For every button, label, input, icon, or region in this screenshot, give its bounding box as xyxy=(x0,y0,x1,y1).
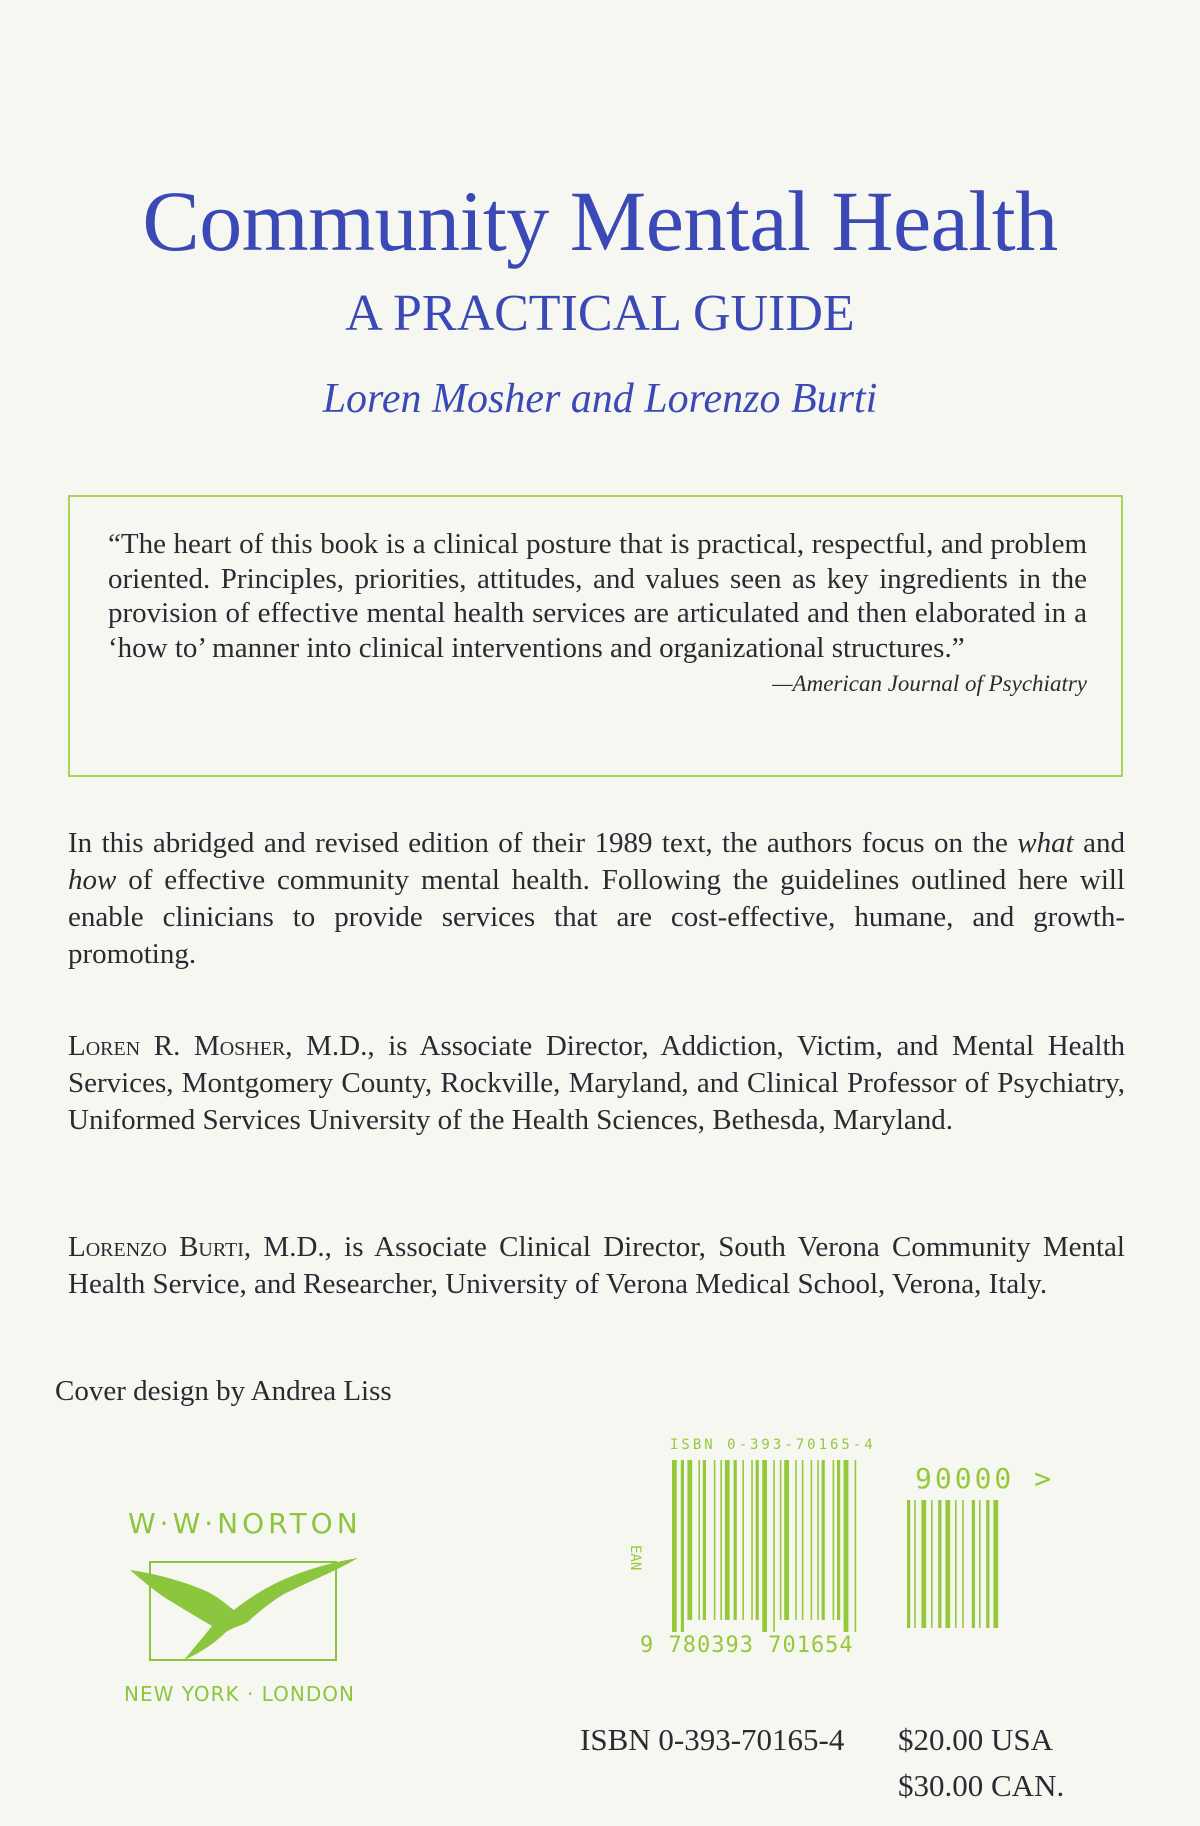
book-subtitle: A PRACTICAL GUIDE xyxy=(345,285,855,342)
book-authors: Loren Mosher and Lorenzo Burti xyxy=(322,376,878,422)
book-title: Community Mental Health xyxy=(142,173,1058,269)
description-text-2: and xyxy=(1073,827,1125,859)
barcode-ean-label: EAN xyxy=(627,1545,643,1571)
barcode-isbn-label: ISBN 0-393-70165-4 xyxy=(670,1437,876,1453)
description-em-what: what xyxy=(1017,827,1074,859)
bio-text-mosher: , M.D., is Associate Director, Addiction, Victim, and Mental Health Services, Montgomery County, Rockville, Maryland, and Clinical Professor of Psychiatry, Uniformed Services University of the Health Sciences, Bethesda, Maryland. xyxy=(68,1030,1125,1136)
review-box xyxy=(68,495,1123,777)
isbn-text: ISBN 0-393-70165-4 xyxy=(580,1722,845,1757)
description-em-how: how xyxy=(68,864,117,896)
isbn-barcode xyxy=(670,1460,895,1632)
review-quote: “The heart of this book is a clinical posture that is practical, respectful, and problem oriented. Principles, priorities, attitudes, and values seen as key ingredients in the provision of effective mental health services are articulated and then elaborated in a ‘how to’ manner into clinical interventions and organizational structures.” xyxy=(108,528,1087,664)
description-text-1: In this abridged and revised edition of their 1989 text, the authors focus on the xyxy=(68,827,1018,859)
author-bio-burti xyxy=(68,1229,1125,1303)
cover-credit: Cover design by Andrea Liss xyxy=(55,1375,392,1407)
seagull-logo-icon xyxy=(128,1556,358,1666)
description-text-3: of effective community mental health. Following the guidelines outlined here will enable clinicians to provide services that are cost-effective, humane, and growth-promoting. xyxy=(68,864,1125,970)
description-paragraph xyxy=(68,825,1125,973)
author-bio-mosher xyxy=(68,1028,1125,1139)
publisher-name: W·W·NORTON xyxy=(128,1507,362,1540)
price-can: $30.00 CAN. xyxy=(898,1768,1065,1803)
price-usa: $20.00 USA xyxy=(898,1722,1054,1757)
barcode-digits: 9 780393 701654 xyxy=(640,1633,854,1658)
price-addon-barcode xyxy=(905,1500,1020,1630)
review-source: —American Journal of Psychiatry xyxy=(772,671,1087,696)
publisher-cities: NEW YORK · LONDON xyxy=(124,1682,355,1706)
bio-name-mosher: Loren R. Mosher xyxy=(68,1030,286,1062)
bio-text-burti: , M.D., is Associate Clinical Director, South Verona Community Mental Health Service, and Researcher, University of Verona Medical School, Verona, Italy. xyxy=(68,1231,1125,1300)
barcode-addon: 90000 > xyxy=(915,1462,1055,1495)
bio-name-burti: Lorenzo Burti xyxy=(68,1231,244,1263)
